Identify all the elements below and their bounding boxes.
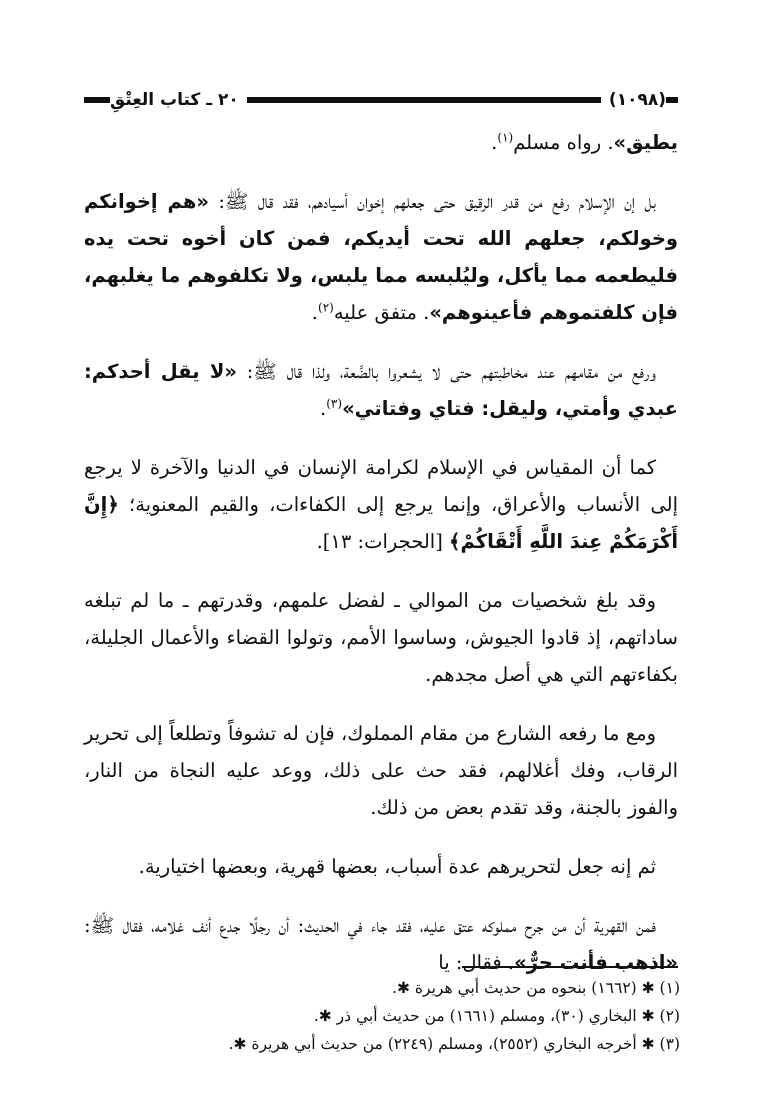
paragraph [84, 907, 678, 981]
paragraph [84, 183, 678, 331]
paragraph [84, 715, 678, 826]
text-run: ثم إنه جعل لتحريرهم عدة أسباب، بعضها قهرية، وبعضها اختيارية. [138, 855, 656, 878]
quoted-text: يطيق» [613, 131, 678, 154]
text-run: بل إن الإسلام رفع من قدر الرقيق حتى جعلهم إخوان أسيادهم، فقد قال ﷺ: [208, 190, 656, 213]
paragraph [84, 582, 678, 693]
header-rule-left [84, 97, 110, 103]
text-run: . متفق عليه [333, 301, 430, 324]
footnotes [84, 974, 680, 1058]
header-rule-middle [247, 97, 601, 103]
text-run: كما أن المقياس في الإسلام لكرامة الإنسان في الدنيا والآخرة لا يرجع إلى الأنساب والأعراق، وإنما يرجع إلى الكفاءات، والقيم المعنوية؛ [84, 456, 678, 516]
text-run: . [311, 301, 318, 324]
footnote-1: (١) ✱ (١٦٦٢) بنحوه من حديث أبي هريرة ✱. [392, 979, 680, 997]
paragraph [84, 848, 678, 885]
page-number: (١٠٩٨) [608, 90, 666, 110]
footnote-marker: (١) [497, 130, 514, 145]
text-run: ورفع من مقامهم عند مخاطبتهم حتى لا يشعروا بالضَّعة، ولذا قال ﷺ: [236, 360, 657, 383]
main-text [84, 124, 678, 1003]
text-run: فمن القهرية أن من جرح مملوكه عتق عليه، فقد جاء في الحديث: أن رجلًا جدع أنف غلامه، فقال ﷺ: [84, 914, 657, 937]
quoted-text: «اذهب فأنت حرٌّ» [514, 951, 678, 974]
paragraph [84, 124, 678, 161]
chapter-title: ٢٠ ـ كتاب العِتْقِ [110, 90, 239, 110]
text-run: . فقال: يا [438, 951, 515, 974]
text-run: وقد بلغ شخصيات من الموالي ـ لفضل علمهم، وقدرتهم ـ ما لم تبلغه ساداتهم، إذ قادوا الجيوش، وساسوا الأمم، وتولوا القضاء والأعمال الجليلة، بكفاءتهم التي هي أصل مجدهم. [84, 589, 678, 686]
quoted-text: ﴿إِنَّ أَكْرَمَكُمْ عِندَ اللَّهِ أَتْقَاكُمْ﴾ [84, 493, 678, 553]
text-run: . [320, 397, 327, 420]
footnote-separator [462, 966, 678, 968]
header-rule-right [666, 97, 678, 103]
text-run: . [491, 131, 498, 154]
text-run: ومع ما رفعه الشارع من مقام المملوك، فإن له تشوفاً وتطلعاً إلى تحرير الرقاب، وفك أغلالهم، فقد حث على ذلك، ووعد عليه النجاة من النار، والفوز بالجنة، وقد تقدم بعض من ذلك. [84, 722, 678, 819]
text-run: [الحجرات: ١٣]. [316, 530, 450, 553]
paragraph [84, 353, 678, 427]
text-run: . رواه مسلم [513, 131, 614, 154]
paragraph [84, 449, 678, 560]
footnote-3: (٣) ✱ أخرجه البخاري (٢٥٥٢)، ومسلم (٢٢٤٩) من حديث أبي هريرة ✱. [228, 1035, 680, 1053]
quoted-text: «لا يقل أحدكم: عبدي وأمتي، وليقل: فتاي وفتاتي» [84, 360, 678, 420]
quoted-text: «هم إخوانكم وخولكم، جعلهم الله تحت أيديكم، فمن كان أخوه تحت يده فليطعمه مما يأكل، وليُلبسه مما يلبس، ولا تكلفوهم ما يغلبهم، فإن كلفتموهم فأعينوهم» [84, 190, 678, 324]
running-header [84, 86, 678, 114]
footnote-2: (٢) ✱ البخاري (٣٠)، ومسلم (١٦٦١) من حديث أبي ذر ✱. [313, 1007, 680, 1025]
footnote-marker: (٣) [326, 396, 343, 411]
footnote-marker: (٢) [318, 300, 334, 315]
